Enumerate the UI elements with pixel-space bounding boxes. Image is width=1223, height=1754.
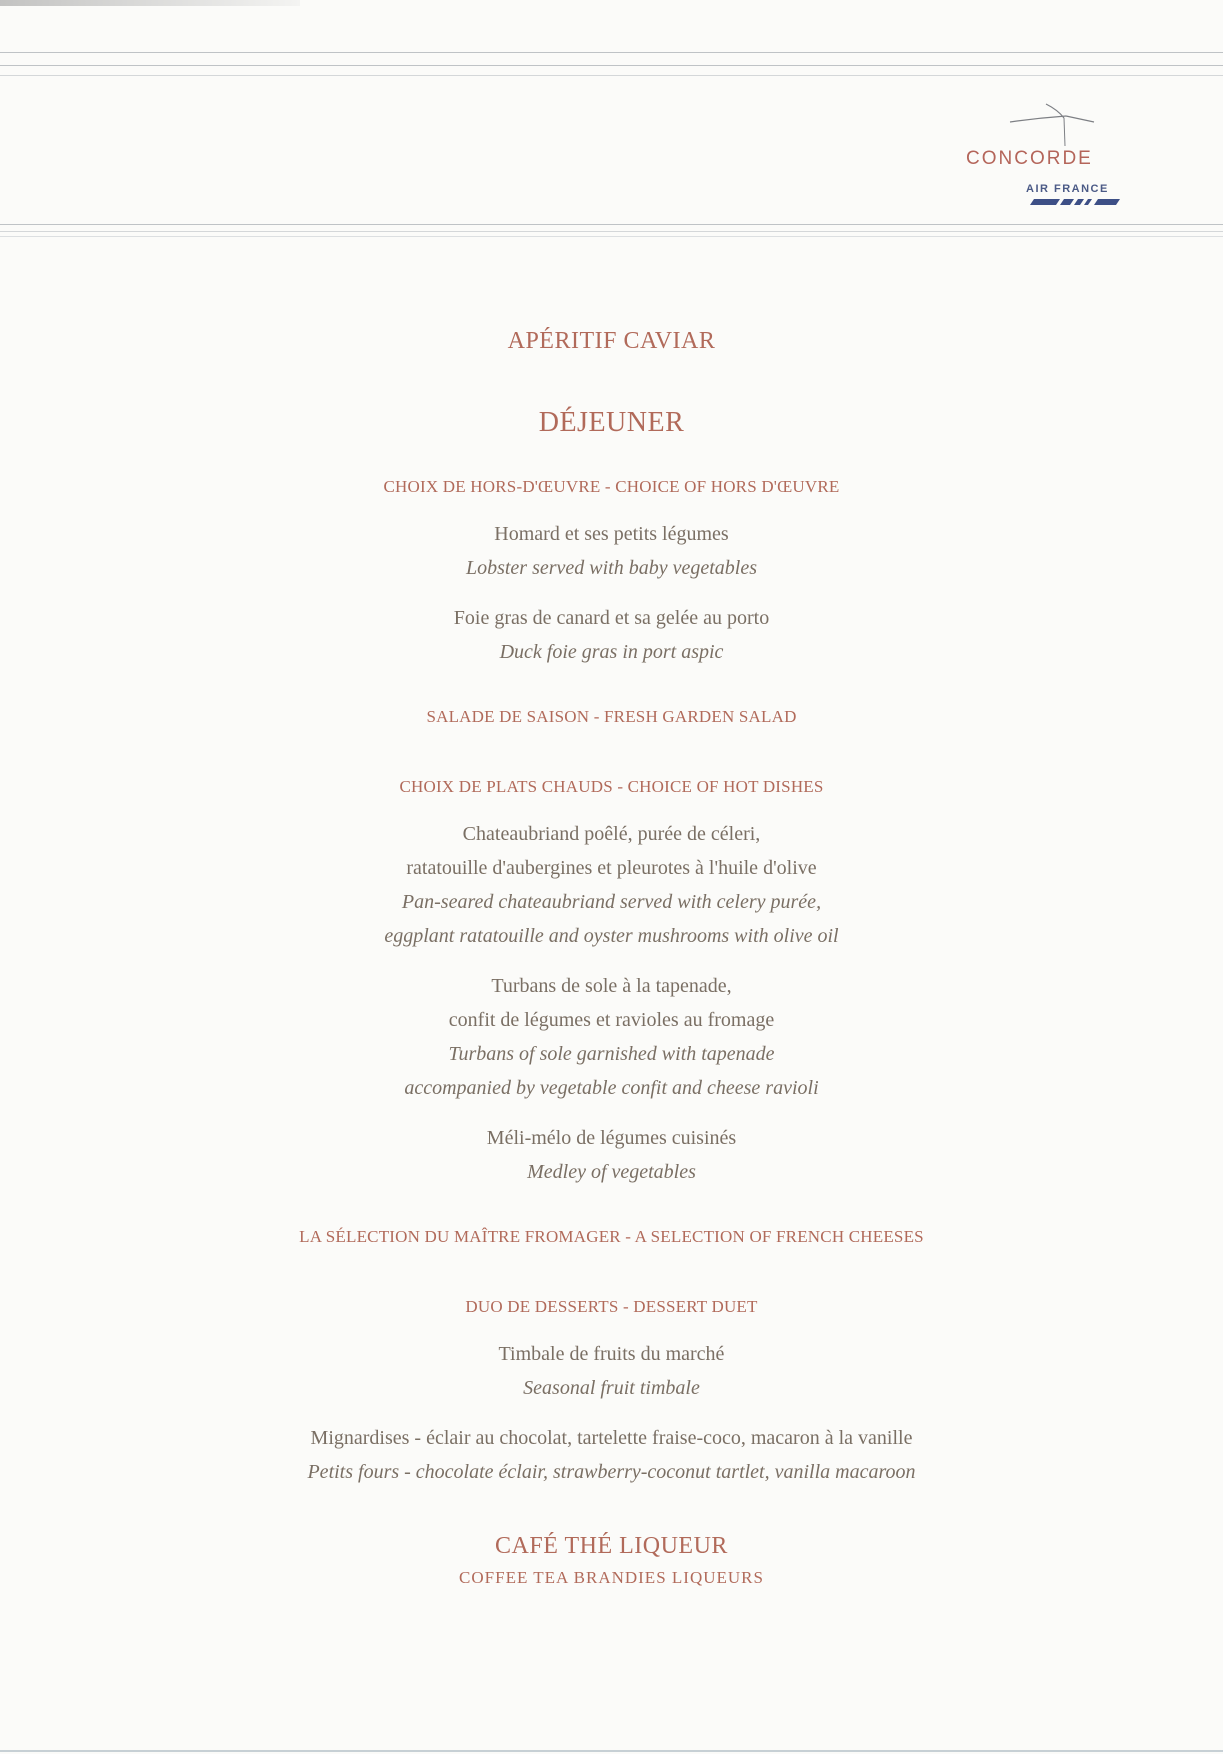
dish-en: Turbans of sole garnished with tapenade — [448, 1043, 775, 1065]
scan-edge — [0, 0, 300, 6]
header-rule-bottom-3 — [0, 236, 1223, 237]
meal-title: DÉJEUNER — [538, 407, 685, 438]
dish-fr: Chateaubriand poêlé, purée de céleri, — [462, 823, 761, 845]
dish-fr: Homard et ses petits légumes — [494, 523, 729, 545]
aperitif-heading: APÉRITIF CAVIAR — [507, 328, 716, 354]
cheese-heading: LA SÉLECTION DU MAÎTRE FROMAGER - A SELECTION OF FRENCH CHEESES — [299, 1227, 924, 1246]
dish-fr: Turbans de sole à la tapenade, — [491, 975, 732, 997]
dish-mignardises — [0, 1421, 1223, 1489]
dish-en: Lobster served with baby vegetables — [465, 557, 758, 579]
cheese-heading-en: A SELECTION OF FRENCH CHEESES — [634, 1227, 924, 1246]
dish-fr: confit de légumes et ravioles au fromage — [448, 1009, 775, 1031]
bottom-edge-line — [0, 1750, 1223, 1752]
air-france-stripes-icon — [1026, 199, 1120, 205]
air-france-wordmark: AIR FRANCE — [1026, 183, 1109, 195]
coffee-subheading: COFFEE TEA BRANDIES LIQUEURS — [459, 1568, 764, 1587]
salad-heading-en: FRESH GARDEN SALAD — [604, 707, 797, 726]
hot-dishes-heading-en: CHOICE OF HOT DISHES — [627, 777, 824, 796]
desserts-heading: DUO DE DESSERTS - DESSERT DUET — [465, 1297, 758, 1316]
dish-en: Petits fours - chocolate éclair, strawberry-coconut tartlet, vanilla macaroon — [307, 1461, 916, 1483]
dish-en: accompanied by vegetable confit and cheese ravioli — [404, 1077, 819, 1099]
salad-heading-fr: SALADE DE SAISON — [426, 707, 590, 726]
hors-doeuvre-heading: CHOIX DE HORS-D'ŒUVRE - CHOICE OF HORS D'ŒUVRE — [383, 477, 840, 496]
dish-en: Seasonal fruit timbale — [523, 1377, 700, 1399]
salad-heading: SALADE DE SAISON - FRESH GARDEN SALAD — [426, 707, 797, 726]
desserts-heading-fr: DUO DE DESSERTS — [465, 1297, 619, 1316]
header-rule-bottom-2 — [0, 231, 1223, 232]
dish-timbale — [0, 1337, 1223, 1405]
dish-en: Duck foie gras in port aspic — [499, 641, 724, 663]
dish-fr: ratatouille d'aubergines et pleurotes à l'huile d'olive — [406, 857, 817, 879]
dish-foie-gras — [0, 601, 1223, 669]
dish-fr: Mignardises - éclair au chocolat, tartelette fraise-coco, macaron à la vanille — [310, 1427, 913, 1449]
dish-fr: Méli-mélo de légumes cuisinés — [486, 1127, 737, 1149]
header-rule-top — [0, 52, 1223, 53]
concorde-logo — [960, 100, 1150, 210]
dish-fr: Foie gras de canard et sa gelée au porto — [453, 607, 770, 629]
concorde-wordmark: CONCORDE — [966, 148, 1093, 169]
dish-lobster — [0, 517, 1223, 585]
dish-en: Medley of vegetables — [527, 1161, 696, 1183]
header-rule-top-2 — [0, 65, 1223, 66]
header-rule-bottom — [0, 224, 1223, 225]
dish-vegetables — [0, 1121, 1223, 1189]
desserts-heading-en: DESSERT DUET — [633, 1297, 758, 1316]
hot-dishes-heading-fr: CHOIX DE PLATS CHAUDS — [399, 777, 613, 796]
dish-chateaubriand — [0, 817, 1223, 953]
dish-en: eggplant ratatouille and oyster mushrooms with olive oil — [384, 925, 839, 947]
dish-sole — [0, 969, 1223, 1105]
hors-doeuvre-heading-fr: CHOIX DE HORS-D'ŒUVRE — [383, 477, 601, 496]
header-rule-top-3 — [0, 75, 1223, 76]
hors-doeuvre-heading-en: CHOICE OF HORS D'ŒUVRE — [615, 477, 840, 496]
dish-fr: Timbale de fruits du marché — [498, 1343, 725, 1365]
concorde-plane-icon — [1008, 100, 1118, 150]
coffee-heading: CAFÉ THÉ LIQUEUR — [495, 1533, 728, 1559]
hot-dishes-heading: CHOIX DE PLATS CHAUDS - CHOICE OF HOT DISHES — [399, 777, 824, 796]
menu-body — [0, 328, 1223, 1588]
cheese-heading-fr: LA SÉLECTION DU MAÎTRE FROMAGER — [299, 1227, 621, 1246]
dish-en: Pan-seared chateaubriand served with celery purée, — [401, 891, 822, 913]
